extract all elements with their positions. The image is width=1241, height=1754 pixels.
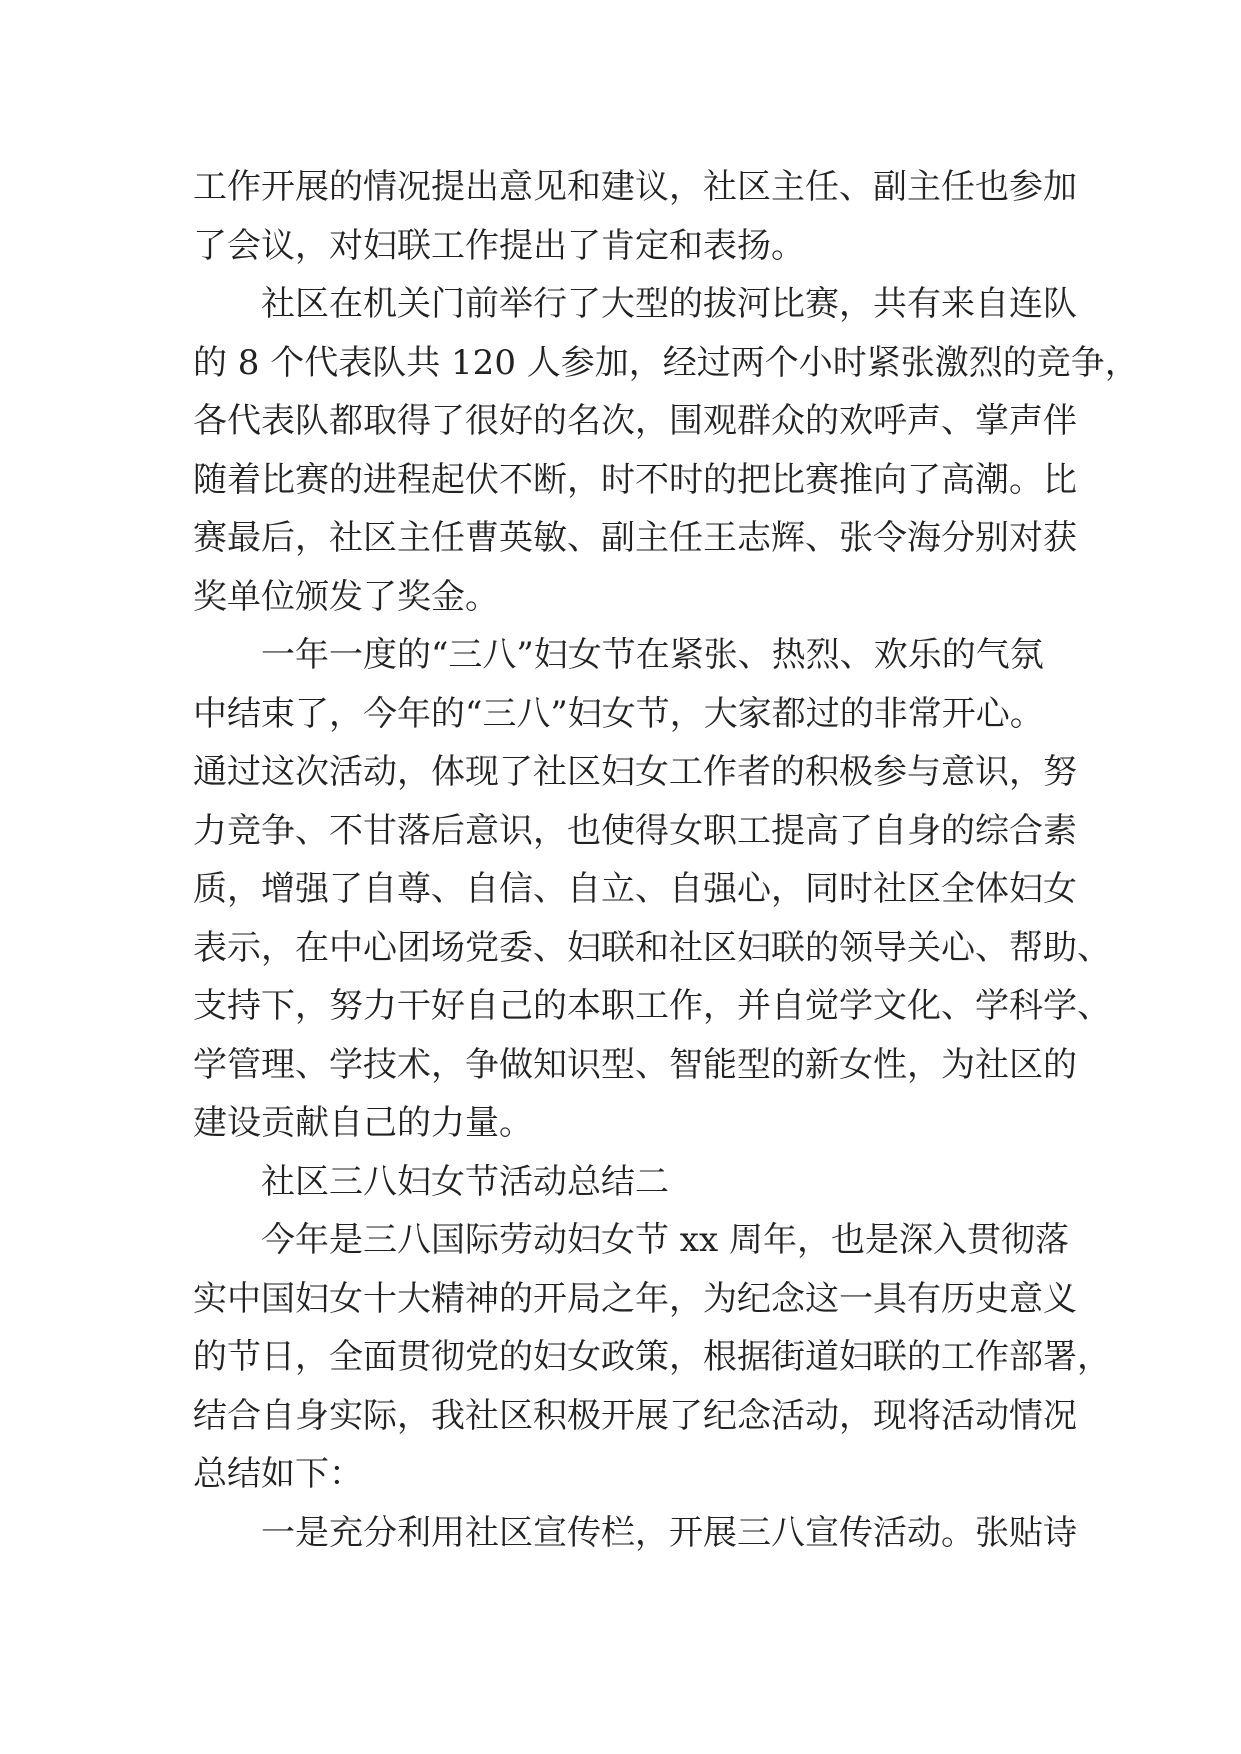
text-line: 今年是三八国际劳动妇女节 xx 周年，也是深入贯彻落 (193, 1220, 1069, 1260)
text-line: 通过这次活动，体现了社区妇女工作者的积极参与意识，努 (193, 752, 1077, 792)
text-line: 一是充分利用社区宣传栏，开展三八宣传活动。张贴诗 (193, 1512, 1077, 1553)
text-line: 力竞争、不甘落后意识，也使得女职工提高了自身的综合素 (193, 810, 1077, 851)
text-line: 赛最后，社区主任曹英敏、副主任王志辉、张令海分别对获 (193, 518, 1077, 558)
text-line: 建设贡献自己的力量。 (193, 1103, 533, 1143)
text-line: 表示，在中心团场党委、妇联和社区妇联的领导关心、帮助、 (193, 927, 1111, 968)
text-line: 总结如下： (193, 1454, 363, 1494)
text-line: 质，增强了自尊、自信、自立、自强心，同时社区全体妇女 (193, 869, 1077, 909)
text-line: 随着比赛的进程起伏不断，时不时的把比赛推向了高潮。比 (193, 459, 1077, 500)
text-line: 结合自身实际，我社区积极开展了纪念活动，现将活动情况 (193, 1395, 1077, 1436)
text-line: 学管理、学技术，争做知识型、智能型的新女性，为社区的 (193, 1044, 1077, 1085)
text-line: 工作开展的情况提出意见和建议，社区主任、副主任也参加 (193, 167, 1077, 207)
text-line: 的节日，全面贯彻党的妇女政策，根据街道妇联的工作部署， (193, 1337, 1111, 1377)
text-line: 支持下，努力干好自己的本职工作，并自觉学文化、学科学、 (193, 986, 1111, 1026)
text-line: 中结束了，今年的“三八”妇女节，大家都过的非常开心。 (193, 693, 1044, 734)
text-line: 社区在机关门前举行了大型的拔河比赛，共有来自连队 (193, 284, 1077, 324)
document-body (193, 158, 1139, 1562)
text-line: 的 8 个代表队共 120 人参加，经过两个小时紧张激烈的竞争， (193, 342, 1139, 383)
text-line: 实中国妇女十大精神的开局之年，为纪念这一具有历史意义 (193, 1278, 1077, 1319)
text-line: 奖单位颁发了奖金。 (193, 576, 499, 617)
text-line: 各代表队都取得了很好的名次，围观群众的欢呼声、掌声伴 (193, 401, 1077, 441)
section-heading: 社区三八妇女节活动总结二 (193, 1161, 669, 1202)
text-line: 了会议，对妇联工作提出了肯定和表扬。 (193, 225, 805, 266)
text-line: 一年一度的“三八”妇女节在紧张、热烈、欢乐的气氛 (193, 635, 1044, 675)
